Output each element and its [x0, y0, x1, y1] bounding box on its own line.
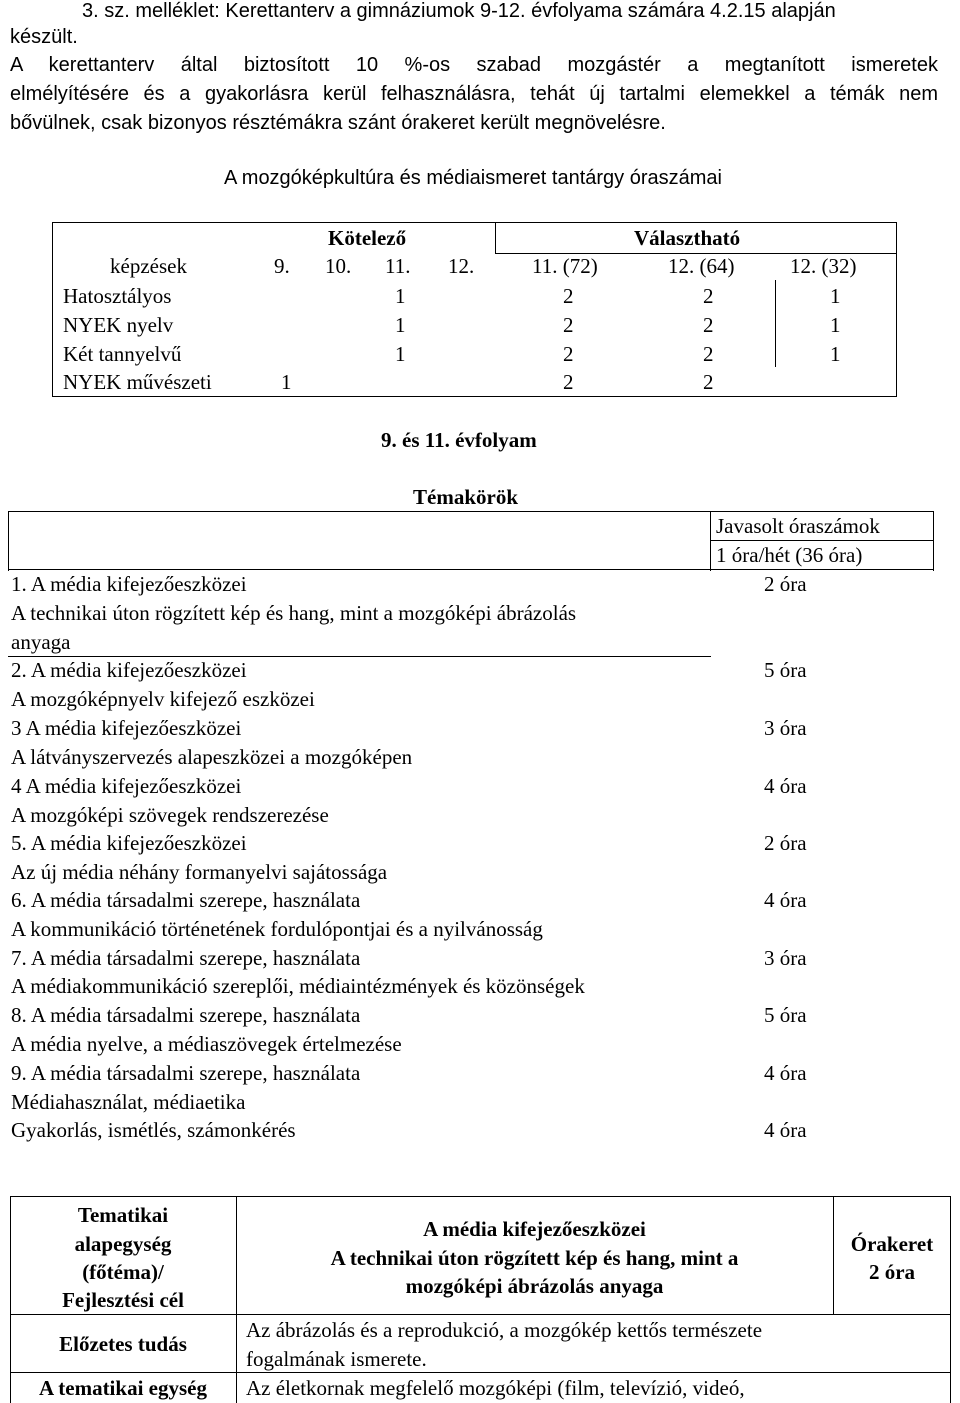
- topics-divider: [8, 569, 934, 570]
- grade-heading: 9. és 11. évfolyam: [381, 428, 537, 452]
- unit-label-line: Fejlesztési cél: [62, 1288, 184, 1312]
- topics-divider: [710, 540, 934, 541]
- topic-title: 5. A média kifejezőeszközei: [11, 831, 247, 855]
- intro-line-2: készült.: [10, 26, 78, 48]
- cell-12: 1: [395, 284, 406, 308]
- intro-line-5: bővülnek, csak bizonyos résztémákra szánt órakeret került megnövelésre.: [10, 112, 666, 134]
- header-cell: képzések: [110, 254, 187, 278]
- cell-opt-12-64: 2: [703, 342, 714, 366]
- topic-title: 7. A média társadalmi szerepe, használata: [11, 946, 361, 970]
- unit-title-line: A technikai úton rögzített kép és hang, mint a: [330, 1246, 739, 1270]
- topic-title: 2. A média kifejezőeszközei: [11, 658, 247, 682]
- unit-table-divider: [10, 1372, 951, 1373]
- hours-table-divider: [775, 280, 776, 367]
- intro-line-1: 3. sz. melléklet: Kerettanterv a gimnáziumok 9-12. évfolyama számára 4.2.15 alapján: [82, 0, 836, 22]
- topic-hours: 5 óra: [764, 658, 807, 682]
- topic-hours: 4 óra: [764, 1061, 807, 1085]
- hours-header-2: 1 óra/hét (36 óra): [716, 543, 863, 567]
- topic-hours: 5 óra: [764, 1003, 807, 1027]
- header-cell: 11.: [385, 254, 411, 278]
- cell-9: 1: [281, 370, 292, 394]
- topic-hours: 3 óra: [764, 946, 807, 970]
- cell-12: 1: [395, 313, 406, 337]
- header-cell: 12. (32): [790, 254, 857, 278]
- cell-opt-12-32: 1: [830, 313, 841, 337]
- topic-subtitle: A kommunikáció történetének fordulópontjai és a nyilvánosság: [11, 917, 543, 941]
- unit-title: A média kifejezőeszközei: [423, 1217, 646, 1241]
- prior-knowledge-text: Az ábrázolás és a reprodukció, a mozgókép kettős természete: [246, 1318, 763, 1342]
- hours-label: Órakeret: [850, 1232, 934, 1256]
- topic-title: 4 A média kifejezőeszközei: [11, 774, 242, 798]
- topic-subtitle: A médiakommunikáció szereplői, médiaintézmények és közönségek: [11, 974, 585, 998]
- prior-knowledge-label: Előzetes tudás: [59, 1332, 187, 1356]
- topic-separator: [8, 656, 711, 657]
- topics-divider: [8, 511, 9, 571]
- topic-subtitle: A mozgóképi szövegek rendszerezése: [11, 803, 329, 827]
- cell-opt-12-64: 2: [703, 313, 714, 337]
- group-compulsory: Kötelező: [328, 226, 407, 250]
- unit-objective-label: A tematikai egység: [39, 1376, 207, 1400]
- topic-title: 9. A média társadalmi szerepe, használata: [11, 1061, 361, 1085]
- topic-subtitle: A média nyelve, a médiaszövegek értelmezése: [11, 1032, 402, 1056]
- topic-hours: 4 óra: [764, 888, 807, 912]
- topic-hours: 2 óra: [764, 831, 807, 855]
- row-label: NYEK művészeti: [63, 370, 212, 394]
- topic-subtitle: A technikai úton rögzített kép és hang, mint a mozgóképi ábrázolás: [11, 601, 577, 625]
- topic-title: 8. A média társadalmi szerepe, használata: [11, 1003, 361, 1027]
- unit-table-divider: [10, 1314, 951, 1315]
- topics-divider: [8, 511, 934, 512]
- cell-opt-11: 2: [563, 342, 574, 366]
- header-cell: 10.: [325, 254, 352, 278]
- topic-hours: 4 óra: [764, 774, 807, 798]
- topic-title: 1. A média kifejezőeszközei: [11, 572, 247, 596]
- cell-opt-12-32: 1: [830, 284, 841, 308]
- unit-title-line: mozgóképi ábrázolás anyaga: [405, 1274, 664, 1298]
- cell-opt-12-32: 1: [830, 342, 841, 366]
- cell-opt-12-64: 2: [703, 284, 714, 308]
- header-cell: 12.: [448, 254, 475, 278]
- topic-subtitle: A látványszervezés alapeszközei a mozgóképen: [11, 745, 413, 769]
- hours-value: 2 óra: [868, 1260, 916, 1284]
- topic-subtitle: A mozgóképnyelv kifejező eszközei: [11, 687, 315, 711]
- header-cell: 11. (72): [532, 254, 598, 278]
- topic-title: 6. A média társadalmi szerepe, használata: [11, 888, 361, 912]
- row-label: NYEK nyelv: [63, 313, 174, 337]
- unit-objective-text: Az életkornak megfelelő mozgóképi (film, televízió, videó,: [246, 1376, 745, 1400]
- hours-table-title: A mozgóképkultúra és médiaismeret tantárgy óraszámai: [223, 167, 722, 189]
- prior-knowledge-text-cont: fogalmának ismerete.: [246, 1347, 427, 1371]
- hours-header-1: Javasolt óraszámok: [716, 514, 880, 538]
- cell-12: 1: [395, 342, 406, 366]
- cell-opt-12-64: 2: [703, 370, 714, 394]
- topic-subtitle: Médiahasználat, médiaetika: [11, 1090, 246, 1114]
- topic-hours: 2 óra: [764, 572, 807, 596]
- topics-divider: [933, 511, 934, 571]
- unit-label-line: Tematikai: [77, 1203, 169, 1227]
- topic-title: 3 A média kifejezőeszközei: [11, 716, 242, 740]
- topic-subtitle-cont: anyaga: [11, 630, 71, 654]
- unit-label-line: alapegység: [74, 1232, 172, 1256]
- row-label: Két tannyelvű: [63, 342, 182, 366]
- intro-line-3: A kerettanterv által biztosított 10 %-os szabad mozgástér a megtanított ismeretek: [10, 54, 938, 76]
- cell-opt-11: 2: [563, 370, 574, 394]
- unit-label-line: (főtéma)/: [82, 1260, 164, 1284]
- topic-hours: 4 óra: [764, 1118, 807, 1142]
- cell-opt-11: 2: [563, 313, 574, 337]
- topics-heading: Témakörök: [413, 485, 518, 509]
- header-cell: 9.: [274, 254, 290, 278]
- header-cell: 12. (64): [668, 254, 735, 278]
- topics-divider: [710, 511, 711, 571]
- topic-title: Gyakorlás, ismétlés, számonkérés: [11, 1118, 296, 1142]
- hours-table-divider: [495, 222, 496, 253]
- group-optional: Választható: [634, 226, 741, 250]
- row-label: Hatosztályos: [63, 284, 172, 308]
- topic-subtitle: Az új média néhány formanyelvi sajátossága: [11, 860, 388, 884]
- cell-opt-11: 2: [563, 284, 574, 308]
- intro-line-4: elmélyítésére és a gyakorlásra kerül felhasználásra, tehát új tartalmi elemekkel a témák nem: [10, 83, 938, 105]
- topic-hours: 3 óra: [764, 716, 807, 740]
